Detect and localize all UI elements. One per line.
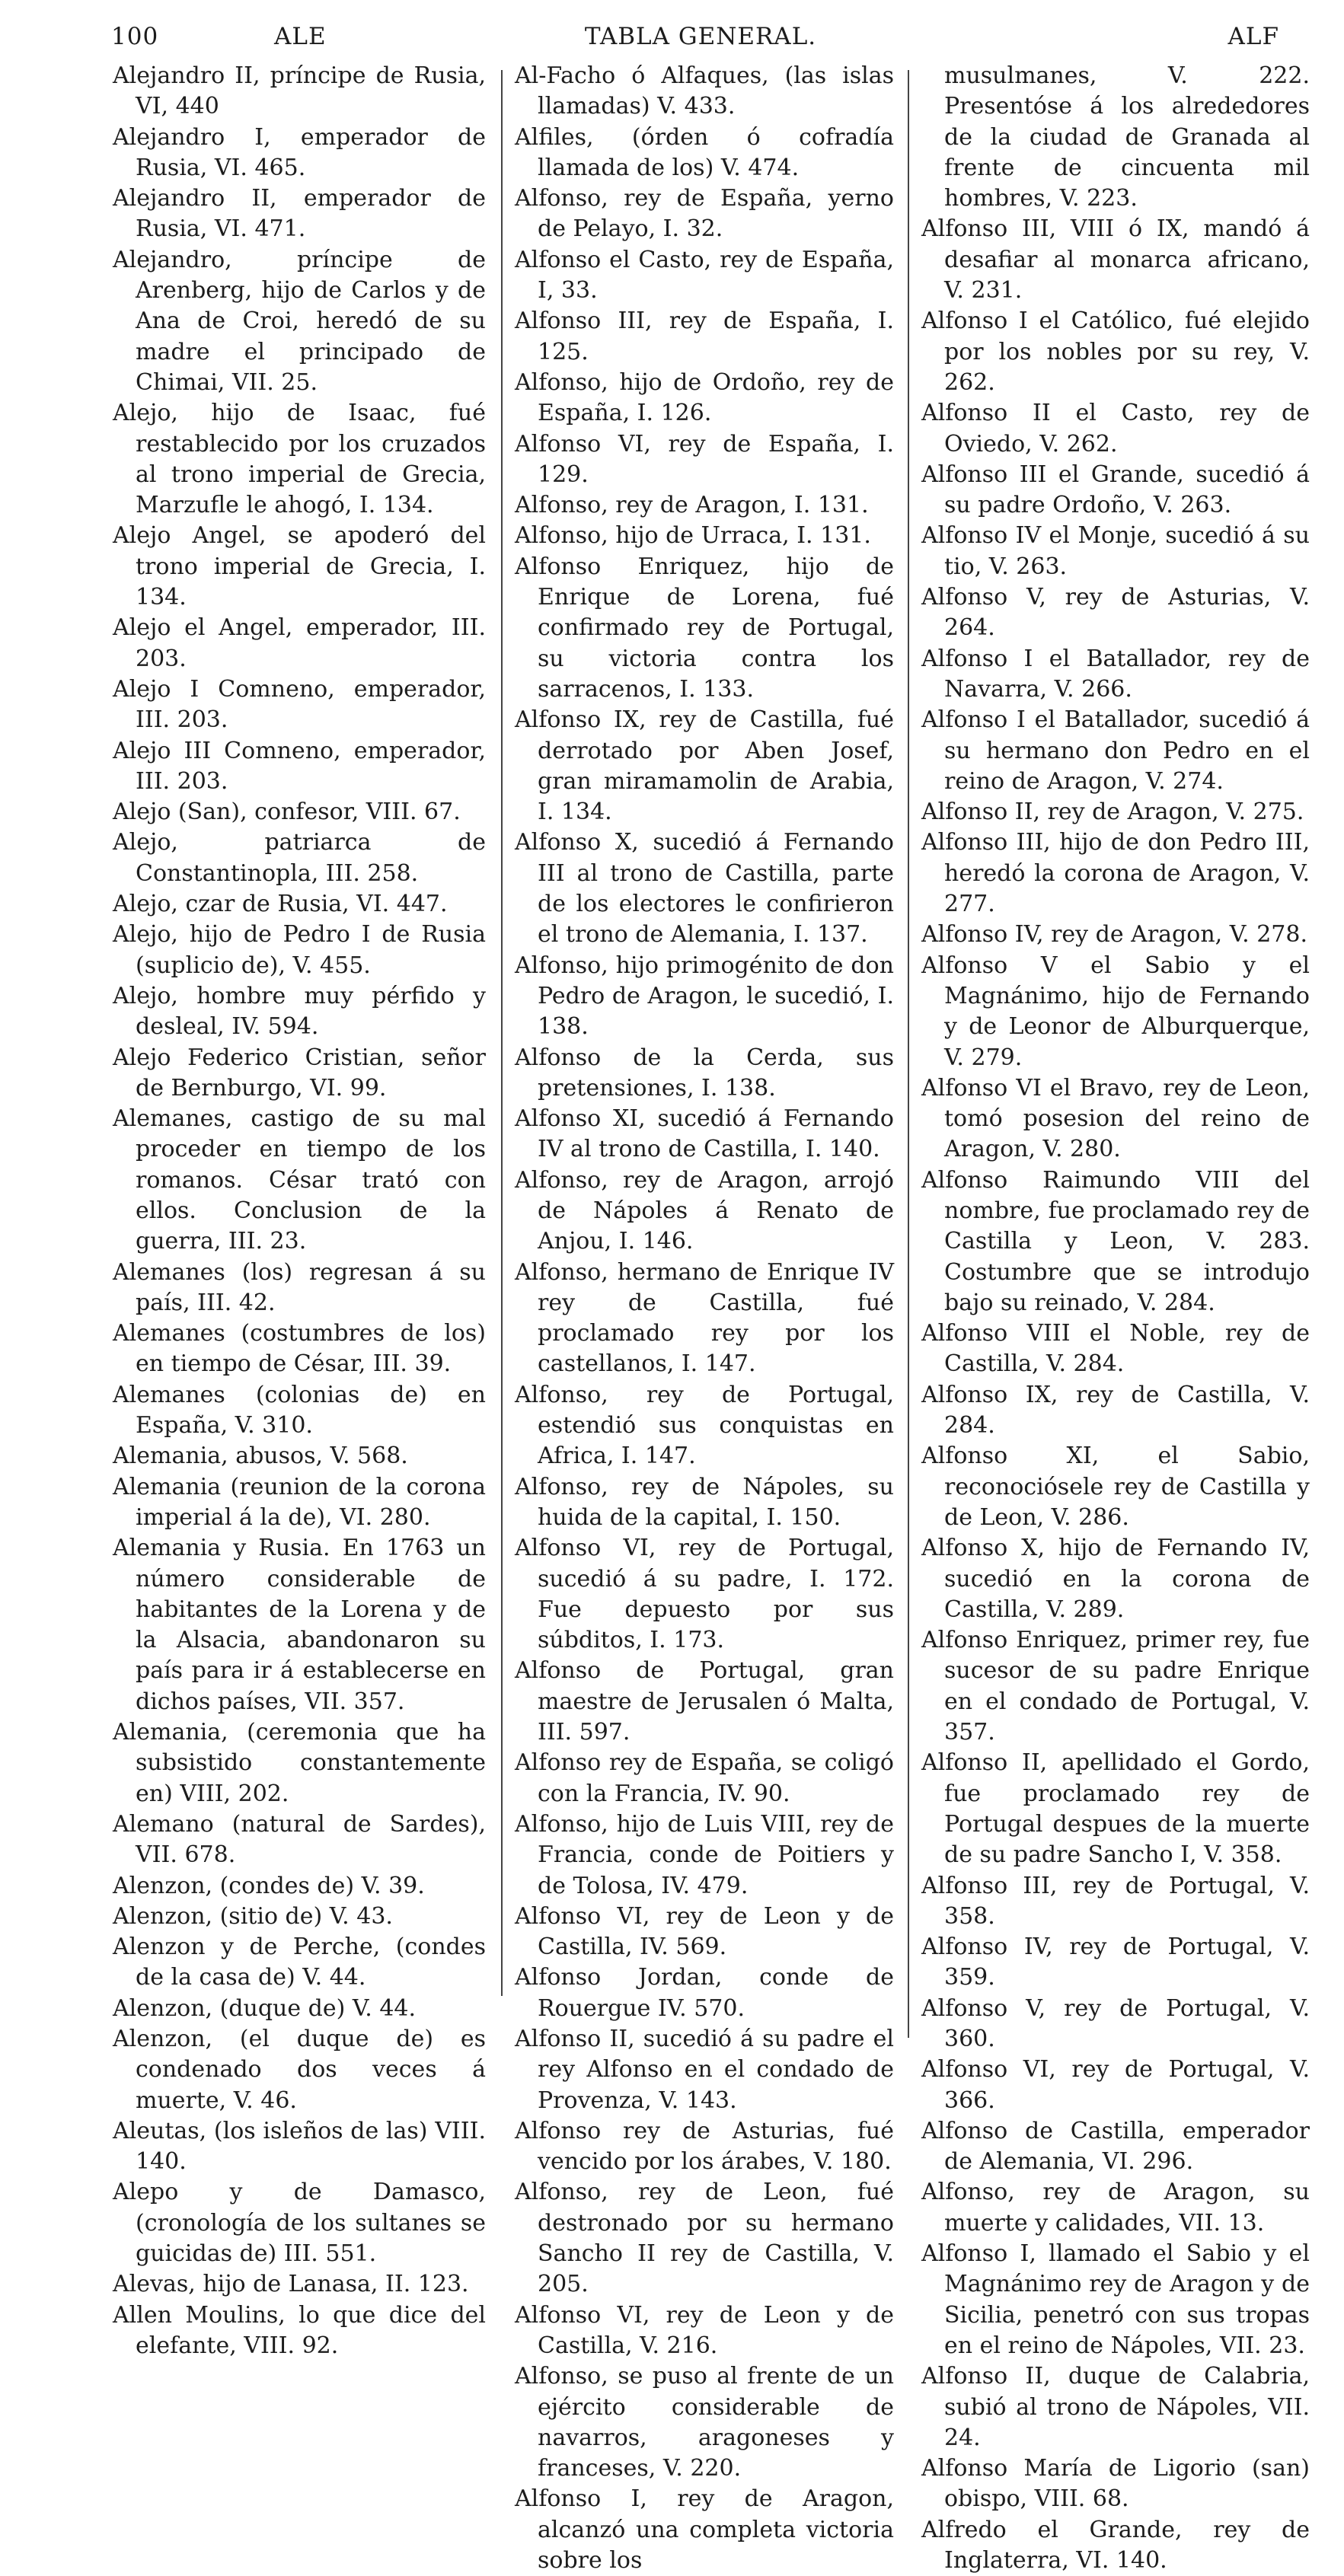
index-entry: Alejandro, príncipe de Arenberg, hijo de Carlos y de Ana de Croi, heredó de su madre el principado de Chimai, VII. 25. [113,246,486,396]
index-entry: Alemania, abusos, V. 568. [113,1443,408,1470]
index-entry: Alfonso Enriquez, primer rey, fue sucesor de su padre Enrique en el condado de Portugal, V. 357. [921,1627,1310,1746]
index-entry: Alfonso María de Ligorio (san) obispo, VIII. 68. [921,2455,1310,2513]
index-entry: Alfonso I, llamado el Sabio y el Magnánimo rey de Aragon y de Sicilia, penetró con sus tropas en el reino de Nápoles, VII. 23. [921,2240,1310,2359]
index-entry: Alfonso III, rey de Portugal, V. 358. [921,1872,1310,1930]
index-entry: Alenzon y de Perche, (condes de la casa de) V. 44. [113,1934,486,1991]
index-entry: Alfonso IX, rey de Castilla, V. 284. [921,1381,1310,1439]
index-entry: Alenzon, (el duque de) es condenado dos veces á muerte, V. 46. [113,2026,486,2114]
index-entry: Alfonso I, rey de Aragon, alcanzó una completa victoria sobre los [515,2485,894,2574]
index-entry: musulmanes, V. 222. Presentóse á los alrededores de la ciudad de Granada al frente de cincuenta mil hombres, V. 223. [944,62,1310,212]
index-entry: Alfonso, rey de Aragon, I. 131. [515,492,869,519]
index-entry: Alfonso, hijo de Ordoño, rey de España, I. 126. [515,368,894,427]
index-entry: Alfonso V, rey de Portugal, V. 360. [921,1994,1310,2052]
index-entry: Alemania (reunion de la corona imperial á la de), VI. 280. [113,1473,486,1531]
index-entry: Alfonso de Portugal, gran maestre de Jerusalen ó Malta, III. 597. [515,1657,894,1746]
index-column-2 [515,61,894,2576]
index-entry: Alejo, hombre muy pérfido y desleal, IV. 594. [113,982,486,1041]
page-number: 100 [111,23,159,50]
index-entry: Alejo Angel, se apoderó del trono imperial de Grecia, I. 134. [113,522,486,611]
index-entry: Alejo Federico Cristian, señor de Bernburgo, VI. 99. [113,1044,486,1101]
index-entry: Alenzon, (duque de) V. 44. [113,1994,417,2022]
index-entry: Alfonso II, duque de Calabria, subió al trono de Nápoles, VII. 24. [921,2363,1310,2451]
index-entry: Alfonso III, VIII ó IX, mandó á desafiar al monarca africano, V. 231. [921,215,1310,304]
index-entry: Alemano (natural de Sardes), VII. 678. [113,1810,486,1869]
column-divider [501,70,503,1996]
index-entry: Alejo III Comneno, emperador, III. 203. [113,737,486,795]
index-entry: Alfredo el Grande, rey de Inglaterra, VI. 140. [921,2516,1310,2574]
index-entry: Alfonso III, hijo de don Pedro III, heredó la corona de Aragon, V. 277. [921,829,1310,918]
index-entry: Alenzon, (sitio de) V. 43. [113,1902,393,1930]
index-entry: Alemania y Rusia. En 1763 un número considerable de habitantes de la Lorena y de la Alsacia, abandonaron su país para ir á establecerse en dichos países, VII. 357. [113,1535,486,1715]
index-entry: Alfonso, hijo primogénito de don Pedro de Aragon, le sucedió, I. 138. [515,952,894,1041]
index-entry: Alfonso I el Batallador, rey de Navarra, V. 266. [921,645,1310,703]
index-entry: Alfonso XI, sucedió á Fernando IV al trono de Castilla, I. 140. [515,1105,894,1163]
index-entry: Alfonso X, hijo de Fernando IV, sucedió en la corona de Castilla, V. 289. [921,1535,1310,1623]
index-entry: Alfonso rey de España, se coligó con la Francia, IV. 90. [515,1749,894,1807]
index-entry: Alfonso VI, rey de España, I. 129. [515,430,894,488]
index-entry: Alfonso V el Sabio y el Magnánimo, hijo de Fernando y de Leonor de Alburquerque, V. 279. [921,952,1310,1071]
index-entry: Alfonso VI, rey de Portugal, V. 366. [921,2056,1310,2114]
index-entry: Alfonso IV, rey de Aragon, V. 278. [921,921,1307,948]
index-entry: Alfonso VI, rey de Leon y de Castilla, V. 216. [515,2301,894,2359]
index-entry: Alfonso IV el Monje, sucedió á su tio, V. 263. [921,522,1310,580]
index-entry: Alemania, (ceremonia que ha subsistido constantemente en) VIII, 202. [113,1719,486,1807]
index-entry: Alejandro I, emperador de Rusia, VI. 465. [113,123,486,181]
index-entry: Alepo y de Damasco, (cronología de los sultanes se guicidas de) III. 551. [113,2179,486,2268]
page-title: TABLA GENERAL. [584,23,817,50]
index-entry: Alfonso Jordan, conde de Rouergue IV. 570. [515,1964,894,2022]
index-entry: Alfonso VI, rey de Leon y de Castilla, IV. 569. [515,1902,894,1961]
index-entry: Alfonso II, apellidado el Gordo, fue proclamado rey de Portugal despues de la muerte de su padre Sancho I, V. 358. [921,1749,1310,1869]
index-entry: Alejo, czar de Rusia, VI. 447. [113,891,448,918]
index-entry: Alfonso V, rey de Asturias, V. 264. [921,584,1310,642]
index-entry: Alejo, patriarca de Constantinopla, III. 258. [113,829,486,887]
index-entry: Allen Moulins, lo que dice del elefante, VIII. 92. [113,2301,486,2359]
index-entry: Alfonso VI, rey de Portugal, sucedió á su padre, I. 172. Fue depuesto por sus súbditos, I. 173. [515,1535,894,1654]
index-entry: Alfonso IV, rey de Portugal, V. 359. [921,1934,1310,1991]
index-entry: Alfonso III, rey de España, I. 125. [515,308,894,365]
index-entry: Al-Facho ó Alfaques, (las islas llamadas) V. 433. [515,62,894,120]
running-header [107,23,1295,61]
index-entry: Alfonso X, sucedió á Fernando III al trono de Castilla, parte de los electores le confirieron el trono de Alemania, I. 137. [515,829,894,948]
index-entry: Alfonso II el Casto, rey de Oviedo, V. 262. [921,400,1310,457]
index-entry: Alfonso de la Cerda, sus pretensiones, I. 138. [515,1044,894,1101]
index-entry: Alfonso II, sucedió á su padre el rey Alfonso en el condado de Provenza, V. 143. [515,2026,894,2114]
left-guide-word: ALE [274,23,327,50]
index-entry: Alfonso, rey de Portugal, estendió sus conquistas en Africa, I. 147. [515,1381,894,1470]
index-entry: Alfonso, rey de Aragon, arrojó de Nápoles á Renato de Anjou, I. 146. [515,1166,894,1255]
index-column-1 [113,61,486,2361]
index-entry: Alemanes (los) regresan á su país, III. 42. [113,1258,486,1316]
index-entry: Alfonso IX, rey de Castilla, fué derrotado por Aben Josef, gran miramamolin de Arabia, I. 134. [515,706,894,826]
index-entry: Aleutas, (los isleños de las) VIII. 140. [113,2117,486,2176]
index-entry: Alfonso de Castilla, emperador de Alemania, VI. 296. [921,2117,1310,2176]
index-entry: Alfonso II, rey de Aragon, V. 275. [921,799,1304,826]
index-entry: Alfonso, hermano de Enrique IV rey de Castilla, fué proclamado rey por los castellanos, I. 147. [515,1258,894,1378]
index-entry: Alfonso, rey de Leon, fué destronado por su hermano Sancho II rey de Castilla, V. 205. [515,2179,894,2298]
index-entry: Alfonso, rey de Nápoles, su huida de la capital, I. 150. [515,1473,894,1531]
index-entry: Alfonso Enriquez, hijo de Enrique de Lorena, fué confirmado rey de Portugal, su victoria contra los sarracenos, I. 133. [515,553,894,703]
index-entry: Alfonso I el Batallador, sucedió á su hermano don Pedro en el reino de Aragon, V. 274. [921,706,1310,795]
index-entry: Alejo, hijo de Pedro I de Rusia (suplicio de), V. 455. [113,921,486,979]
index-entry: Alfonso, rey de Aragon, su muerte y calidades, VII. 13. [921,2179,1310,2236]
index-entry: Alfonso, rey de España, yerno de Pelayo, I. 32. [515,185,894,243]
index-entry: Alfonso XI, el Sabio, reconociósele rey de Castilla y de Leon, V. 286. [921,1443,1310,1531]
index-entry: Alfiles, (órden ó cofradía llamada de los) V. 474. [515,123,894,181]
column-divider [908,70,909,2038]
index-entry: Alemanes, castigo de su mal proceder en tiempo de los romanos. César trató con ellos. Conclusion de la guerra, III. 23. [113,1105,486,1255]
index-entry: Alejo I Comneno, emperador, III. 203. [113,675,486,734]
index-entry: Alfonso I el Católico, fué elejido por los nobles por su rey, V. 262. [921,308,1310,396]
index-entry: Alfonso VI el Bravo, rey de Leon, tomó posesion del reino de Aragon, V. 280. [921,1074,1310,1163]
index-entry: Alejandro II, emperador de Rusia, VI. 471. [113,185,486,243]
index-entry: Alfonso Raimundo VIII del nombre, fue proclamado rey de Castilla y Leon, V. 283. Costumbre que se introdujo bajo su reinado, V. 284. [921,1166,1310,1316]
index-entry: Alevas, hijo de Lanasa, II. 123. [113,2271,469,2298]
index-entry: Alfonso VIII el Noble, rey de Castilla, V. 284. [921,1320,1310,1378]
index-entry: Alfonso, hijo de Luis VIII, rey de Francia, conde de Poitiers y de Tolosa, IV. 479. [515,1810,894,1899]
index-entry: Alfonso III el Grande, sucedió á su padre Ordoño, V. 263. [921,461,1310,519]
right-guide-word: ALF [1227,23,1279,50]
index-entry: Alejo (San), confesor, VIII. 67. [113,799,461,826]
index-entry: Alejandro II, príncipe de Rusia, VI, 440 [113,62,486,120]
index-entry: Alfonso el Casto, rey de España, I, 33. [515,246,894,304]
index-entry: Alemanes (colonias de) en España, V. 310. [113,1381,486,1439]
index-entry: Alfonso, hijo de Urraca, I. 131. [515,522,871,550]
index-entry: Alfonso, se puso al frente de un ejército considerable de navarros, aragoneses y franceses, V. 220. [515,2363,894,2482]
index-entry: Alejo, hijo de Isaac, fué restablecido por los cruzados al trono imperial de Grecia, Marzufle le ahogó, I. 134. [113,400,486,519]
index-entry: Alfonso rey de Asturias, fué vencido por los árabes, V. 180. [515,2117,894,2176]
index-entry: Alemanes (costumbres de los) en tiempo de César, III. 39. [113,1320,486,1378]
index-entry: Alenzon, (condes de) V. 39. [113,1872,425,1899]
index-entry: Alejo el Angel, emperador, III. 203. [113,614,486,672]
index-column-3 [921,61,1310,2576]
